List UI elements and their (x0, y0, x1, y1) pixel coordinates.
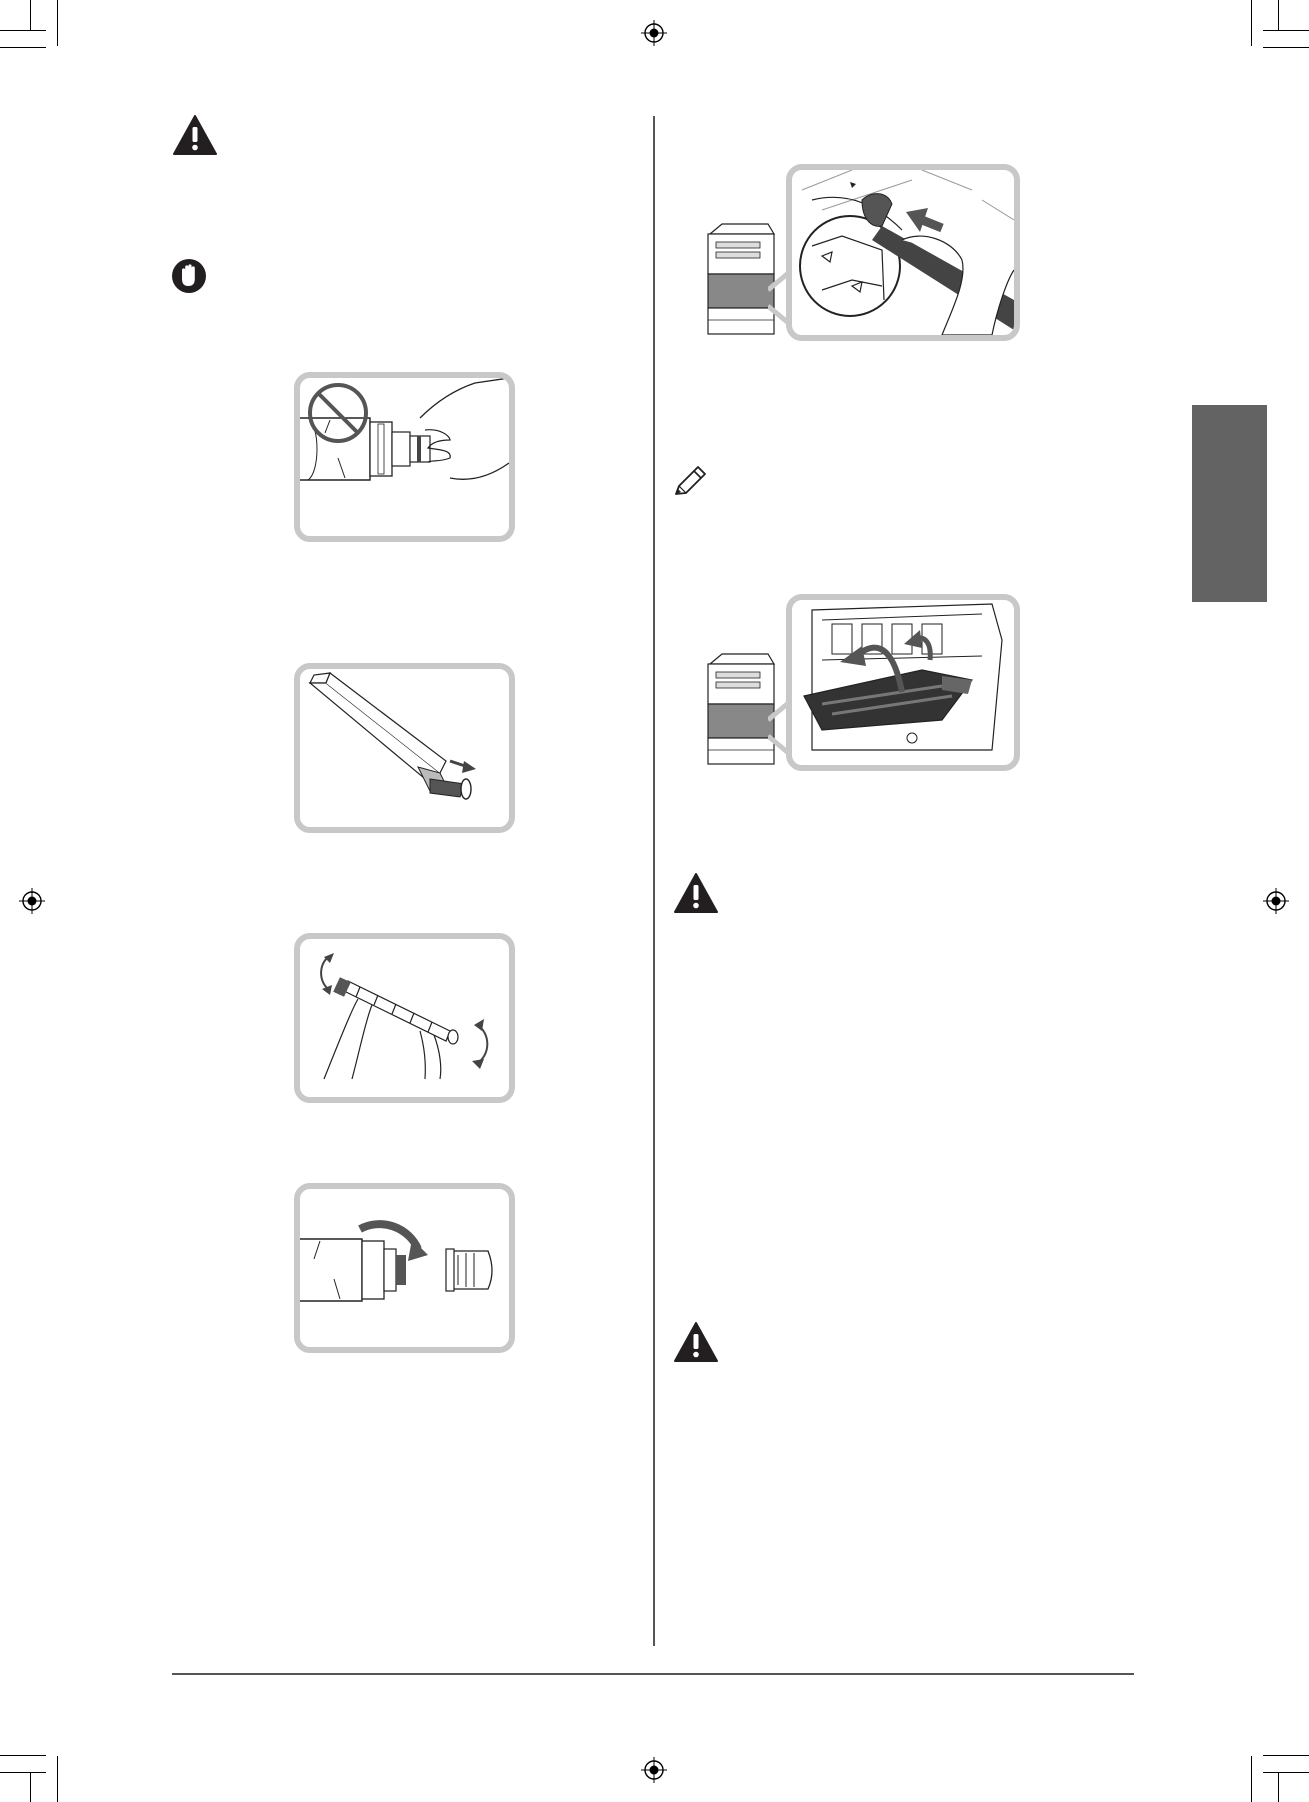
chapter-side-tab (1192, 405, 1267, 602)
insert-toner-bottle-figure (786, 164, 1020, 341)
shake-toner-bottle-figure (294, 933, 515, 1103)
warning-icon (673, 872, 719, 914)
column-divider (653, 116, 655, 1646)
registration-target-right (1263, 888, 1289, 914)
pencil-note-icon (672, 464, 712, 498)
remove-toner-cap-figure (294, 1183, 515, 1353)
registration-target-left (19, 888, 45, 914)
registration-target-top (641, 20, 667, 46)
close-front-cover-figure (786, 594, 1020, 771)
warning-icon (172, 114, 218, 156)
registration-target-bottom (641, 1757, 667, 1783)
footer-rule (172, 1673, 1134, 1675)
remove-toner-from-box-figure (294, 663, 515, 833)
do-not-remove-cap-figure (294, 372, 515, 542)
important-hand-icon (170, 257, 208, 295)
warning-icon (673, 1321, 719, 1363)
